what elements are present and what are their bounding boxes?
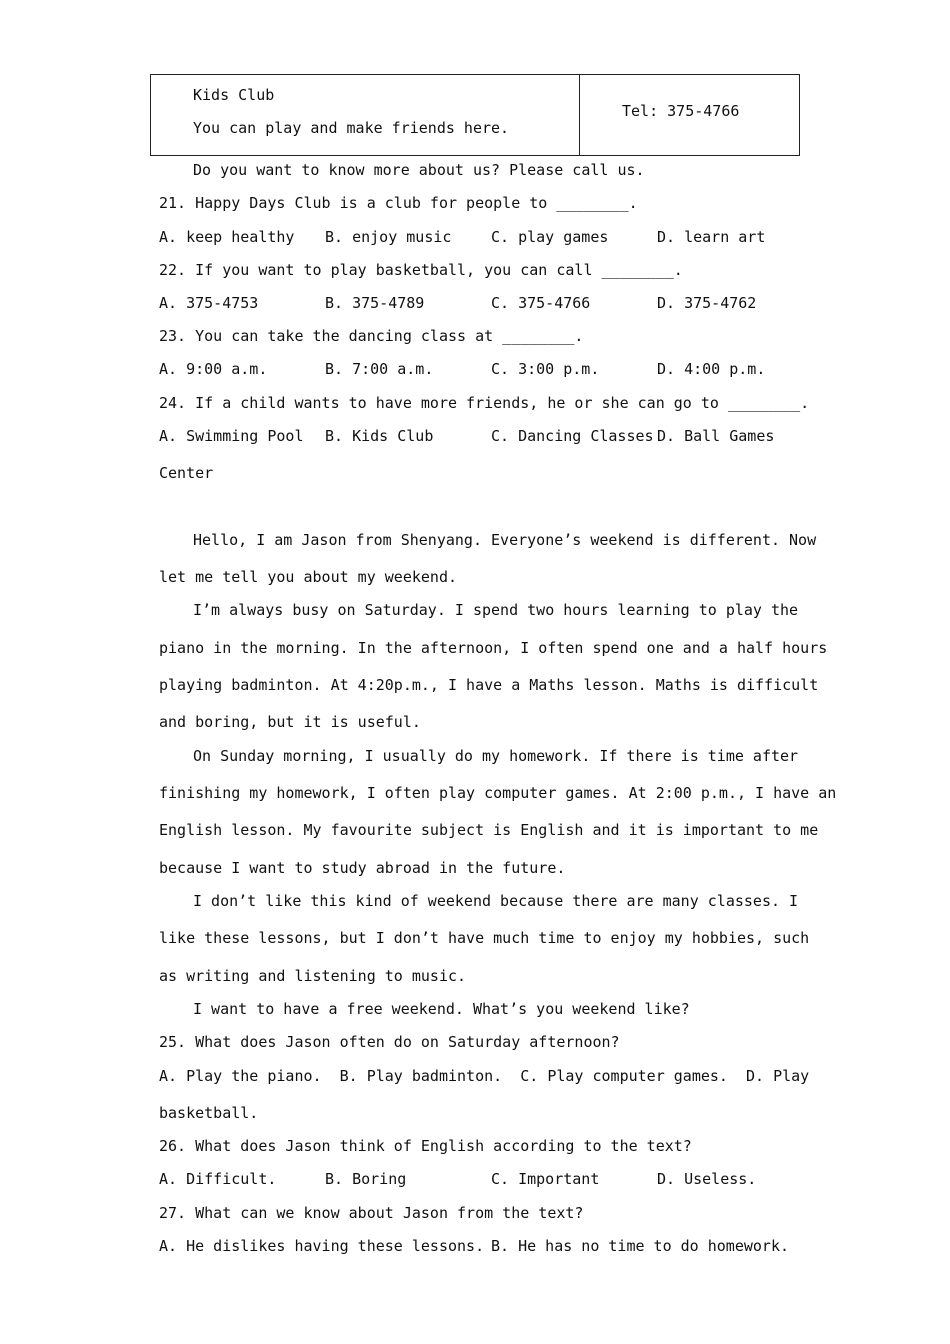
q26-option-b: B. Boring: [325, 1170, 407, 1188]
club-description: You can play and make friends here.: [193, 119, 510, 137]
q21-option-c: C. play games: [491, 228, 609, 246]
passage-p3-line2: finishing my homework, I often play computer games. At 2:00 p.m., I have an: [159, 784, 837, 802]
question-22-stem: 22. If you want to play basketball, you can call ________.: [159, 261, 683, 279]
q24-option-d-wrap: Center: [159, 464, 214, 482]
q27-option-a: A. He dislikes having these lessons.: [159, 1237, 485, 1255]
question-21-stem: 21. Happy Days Club is a club for people to ________.: [159, 194, 638, 212]
q22-option-c: C. 375-4766: [491, 294, 591, 312]
q24-option-b: B. Kids Club: [325, 427, 434, 445]
passage-p4-line3: as writing and listening to music.: [159, 967, 467, 985]
q21-option-d: D. learn art: [657, 228, 766, 246]
passage-p2-line1: I’m always busy on Saturday. I spend two hours learning to play the: [193, 601, 799, 619]
q26-option-a: A. Difficult.: [159, 1170, 277, 1188]
q25-options-line2: basketball.: [159, 1104, 259, 1122]
club-info-cell: [151, 75, 580, 155]
passage-p3-line4: because I want to study abroad in the future.: [159, 859, 566, 877]
q24-option-c: C. Dancing Classes: [491, 427, 654, 445]
call-us-text: Do you want to know more about us? Please call us.: [193, 161, 645, 179]
club-tel: Tel: 375-4766: [622, 102, 740, 120]
q26-option-c: C. Important: [491, 1170, 600, 1188]
q23-option-a: A. 9:00 a.m.: [159, 360, 268, 378]
question-24-stem: 24. If a child wants to have more friends, he or she can go to ________.: [159, 394, 810, 412]
q24-option-d: D. Ball Games: [657, 427, 775, 445]
question-26-stem: 26. What does Jason think of English according to the text?: [159, 1137, 692, 1155]
club-tel-cell: [580, 75, 799, 155]
q27-option-b: B. He has no time to do homework.: [491, 1237, 790, 1255]
question-25-stem: 25. What does Jason often do on Saturday afternoon?: [159, 1033, 620, 1051]
passage-p1-line1: Hello, I am Jason from Shenyang. Everyone’s weekend is different. Now: [193, 531, 817, 549]
club-name: Kids Club: [193, 86, 275, 104]
passage-p2-line3: playing badminton. At 4:20p.m., I have a Maths lesson. Maths is difficult: [159, 676, 819, 694]
passage-p4-line1: I don’t like this kind of weekend because there are many classes. I: [193, 892, 799, 910]
question-23-stem: 23. You can take the dancing class at ________.: [159, 327, 584, 345]
q22-option-d: D. 375-4762: [657, 294, 757, 312]
passage-p3-line1: On Sunday morning, I usually do my homework. If there is time after: [193, 747, 799, 765]
passage-p1-line2: let me tell you about my weekend.: [159, 568, 458, 586]
q21-option-b: B. enjoy music: [325, 228, 452, 246]
club-info-table: [150, 74, 800, 156]
q26-option-d: D. Useless.: [657, 1170, 757, 1188]
question-27-stem: 27. What can we know about Jason from the text?: [159, 1204, 584, 1222]
q23-option-d: D. 4:00 p.m.: [657, 360, 766, 378]
q22-option-a: A. 375-4753: [159, 294, 259, 312]
passage-p4-line2: like these lessons, but I don’t have much time to enjoy my hobbies, such: [159, 929, 810, 947]
q23-option-c: C. 3:00 p.m.: [491, 360, 600, 378]
passage-p2-line2: piano in the morning. In the afternoon, I often spend one and a half hours: [159, 639, 828, 657]
q24-option-a: A. Swimming Pool: [159, 427, 304, 445]
passage-p3-line3: English lesson. My favourite subject is English and it is important to me: [159, 821, 819, 839]
q25-options-line1: A. Play the piano. B. Play badminton. C. Play computer games. D. Play: [159, 1067, 810, 1085]
q23-option-b: B. 7:00 a.m.: [325, 360, 434, 378]
passage-p5: I want to have a free weekend. What’s you weekend like?: [193, 1000, 690, 1018]
q22-option-b: B. 375-4789: [325, 294, 425, 312]
q21-option-a: A. keep healthy: [159, 228, 295, 246]
passage-p2-line4: and boring, but it is useful.: [159, 713, 421, 731]
